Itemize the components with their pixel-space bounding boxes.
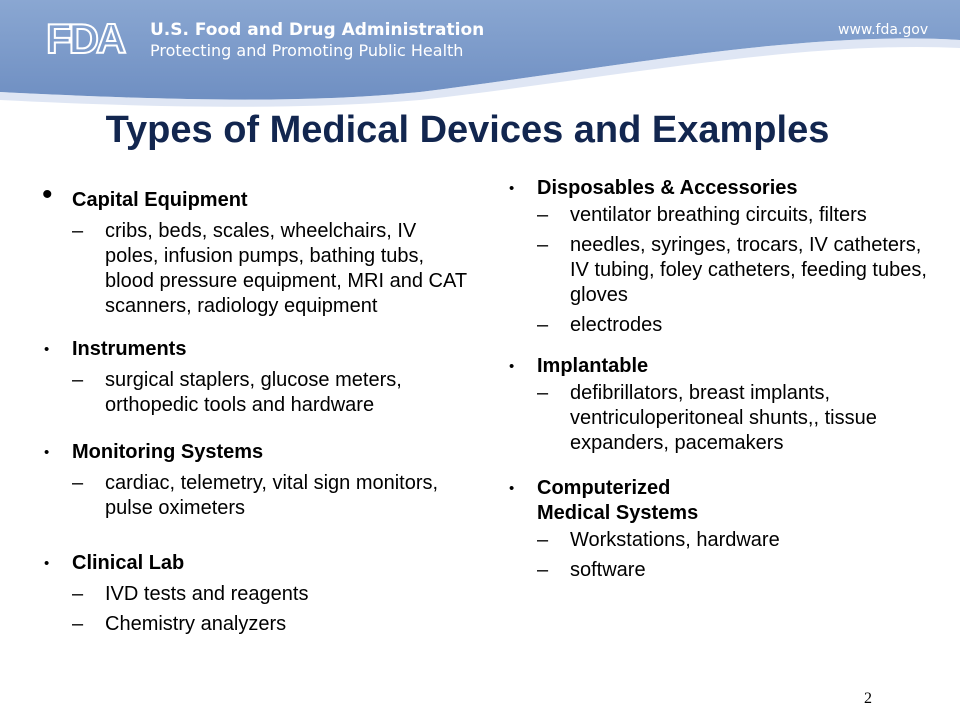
list-item: – Workstations, hardware [537, 529, 780, 551]
fda-header-banner [0, 0, 960, 110]
section-title: Implantable [537, 355, 649, 377]
left-column [40, 178, 470, 642]
agency-tagline: Protecting and Promoting Public Health [150, 41, 464, 60]
section-capital-equipment [40, 178, 470, 319]
list-item: – cardiac, telemetry, vital sign monitors, pulse oximeters [72, 472, 439, 519]
list-item: – software [537, 559, 646, 581]
slide-title: Types of Medical Devices and Examples [105, 109, 830, 151]
bullet-icon: • [44, 555, 50, 572]
bullet-icon: • [44, 444, 50, 461]
section-computerized-medical-systems [505, 476, 945, 583]
section-title: Monitoring Systems [72, 441, 264, 463]
right-column [505, 176, 945, 588]
bullet-icon: • [509, 480, 515, 497]
section-title: Clinical Lab [72, 552, 185, 574]
section-implantable [505, 354, 945, 456]
section-title: Computerized Medical Systems [537, 477, 699, 524]
bullet-icon: • [509, 358, 515, 375]
section-clinical-lab [40, 551, 470, 637]
list-item: – defibrillators, breast implants, ventriculoperitoneal shunts,, tissue expanders, pacemakers [537, 382, 877, 454]
section-instruments [40, 337, 470, 418]
section-monitoring-systems [40, 440, 470, 521]
bullet-icon: • [44, 341, 50, 358]
list-item: – surgical staplers, glucose meters, orthopedic tools and hardware [72, 369, 402, 416]
section-disposables-accessories [505, 176, 945, 338]
fda-website-url[interactable]: www.fda.gov [838, 22, 929, 38]
agency-block [150, 20, 484, 61]
list-item: – ventilator breathing circuits, filters [537, 204, 867, 226]
section-title: Instruments [72, 338, 187, 360]
section-title: Capital Equipment [72, 189, 248, 211]
list-item: – electrodes [537, 314, 663, 336]
list-item: – Chemistry analyzers [72, 613, 287, 635]
list-item: – cribs, beds, scales, wheelchairs, IV poles, infusion pumps, bathing tubs, blood pressure equipment, MRI and CAT scanners, radiology equipment [72, 220, 467, 317]
list-item: – IVD tests and reagents [72, 583, 309, 605]
section-title: Disposables & Accessories [537, 177, 798, 199]
bullet-icon: • [509, 180, 515, 197]
fda-logo[interactable]: FDA [46, 15, 124, 62]
page-number: 2 [864, 690, 872, 707]
list-item: – needles, syringes, trocars, IV catheters, IV tubing, foley catheters, feeding tubes, gloves [537, 234, 927, 306]
agency-name: U.S. Food and Drug Administration [150, 20, 485, 40]
bullet-icon: • [42, 178, 53, 211]
